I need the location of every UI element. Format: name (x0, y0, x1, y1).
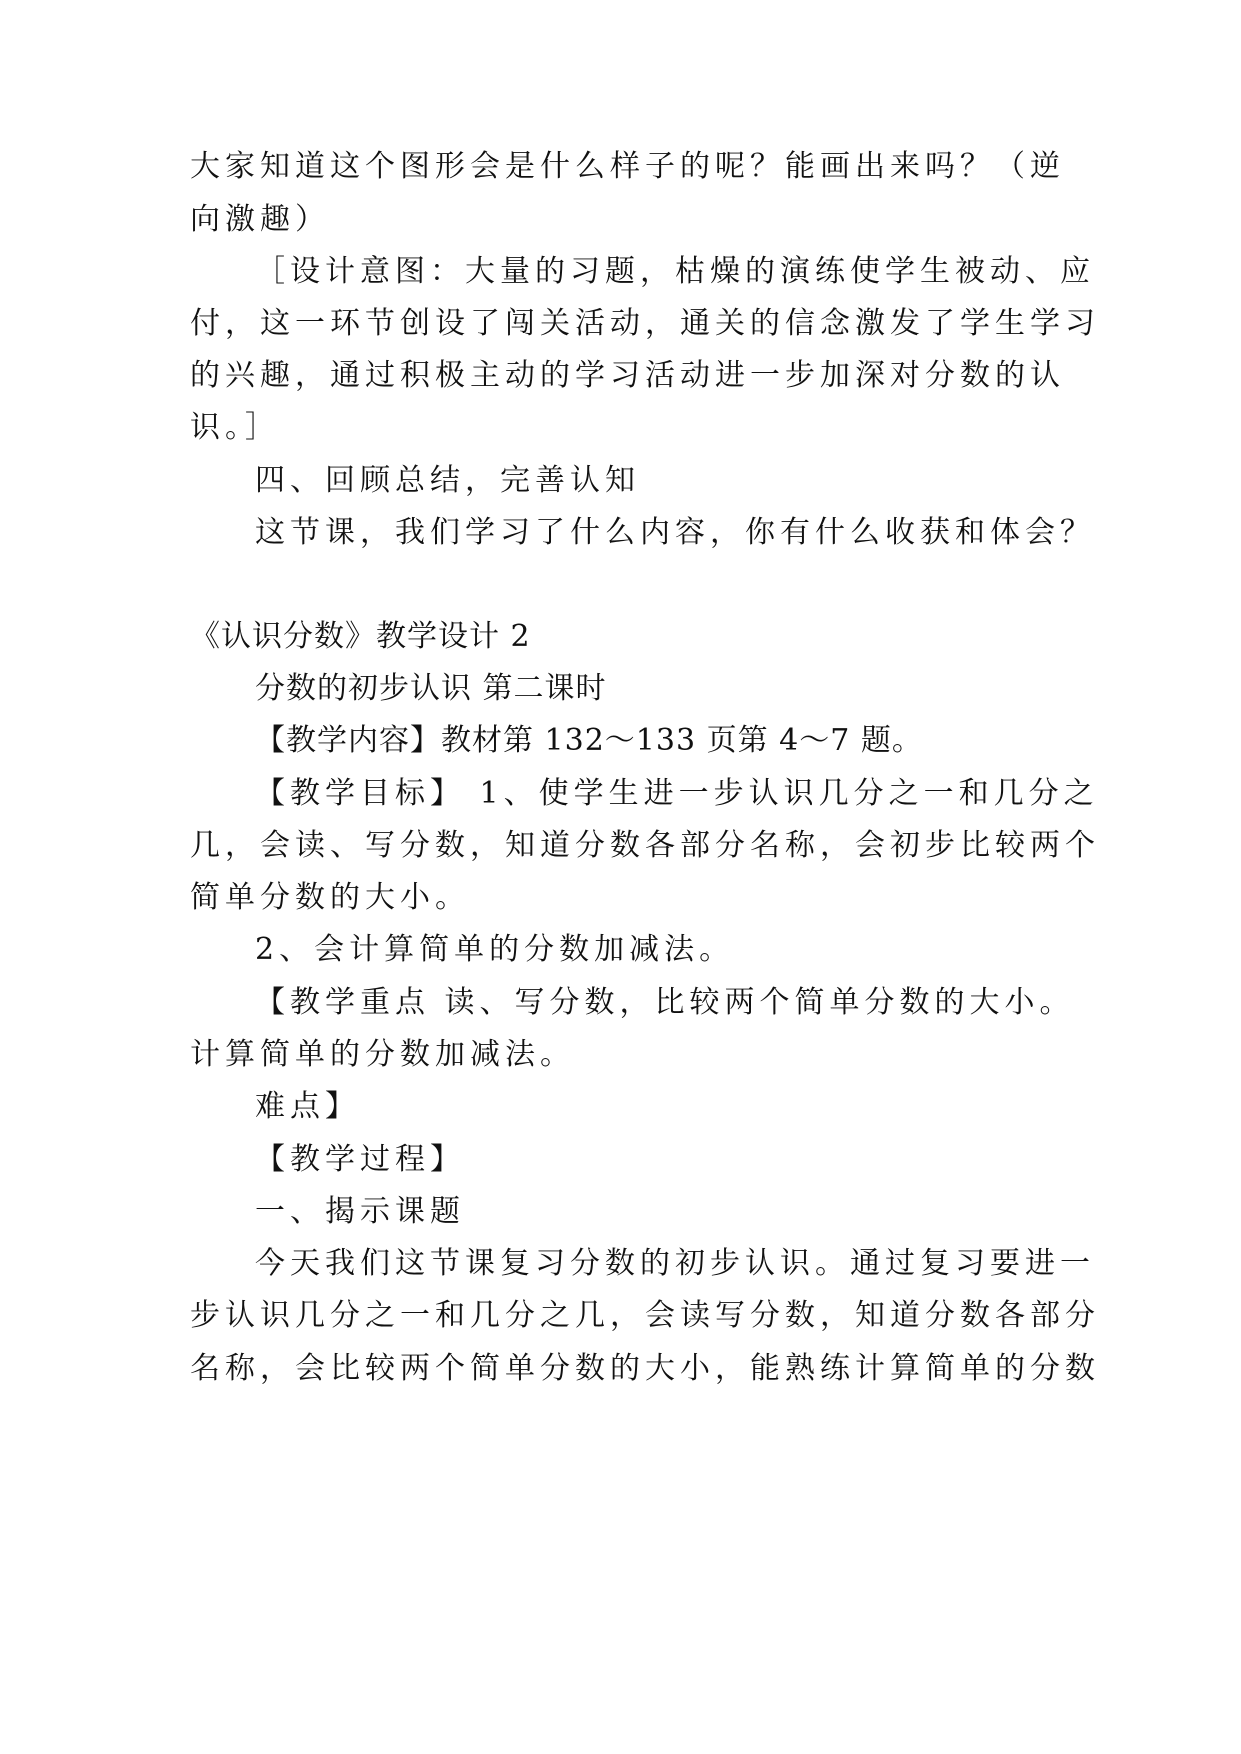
section-heading: 【教学过程】 (255, 1142, 465, 1177)
subtitle: 分数的初步认识 第二课时 (255, 671, 607, 706)
text-line: 【教学目标】 1、使学生进一步认识几分之一和几分之 (255, 776, 1099, 811)
text-line: 今天我们这节课复习分数的初步认识。通过复习要进一 (255, 1246, 1095, 1281)
section-heading: 四、回顾总结，完善认知 (255, 463, 640, 498)
text-line: 付，这一环节创设了闯关活动，通关的信念激发了学生学习 (190, 306, 1100, 341)
section-heading: 一、揭示课题 (255, 1194, 465, 1229)
text-line: 名称，会比较两个简单分数的大小，能熟练计算简单的分数 (190, 1351, 1100, 1386)
text-line: 计算简单的分数加减法。 (190, 1037, 575, 1072)
text-line: 这节课，我们学习了什么内容，你有什么收获和体会？ (255, 515, 1095, 550)
text-line: ［设计意图：大量的习题，枯燥的演练使学生被动、应 (255, 254, 1095, 289)
text-line: 简单分数的大小。 (190, 880, 470, 915)
text-line: 步认识几分之一和几分之几，会读写分数，知道分数各部分 (190, 1298, 1100, 1333)
text-line: 【教学重点 读、写分数，比较两个简单分数的大小。 (255, 985, 1075, 1020)
document-title: 《认识分数》教学设计 2 (190, 619, 531, 654)
text-line: 识。］ (190, 410, 280, 445)
text-line: 2、会计算简单的分数加减法。 (255, 932, 735, 967)
text-line: 向激趣） (190, 202, 330, 237)
text-line: 【教学内容】教材第 132～133 页第 4～7 题。 (255, 723, 923, 758)
text-line: 大家知道这个图形会是什么样子的呢？能画出来吗？（逆 (190, 149, 1065, 184)
text-line: 难点】 (255, 1089, 360, 1124)
text-line: 的兴趣，通过积极主动的学习活动进一步加深对分数的认 (190, 358, 1065, 393)
text-line: 几，会读、写分数，知道分数各部分名称，会初步比较两个 (190, 828, 1100, 863)
